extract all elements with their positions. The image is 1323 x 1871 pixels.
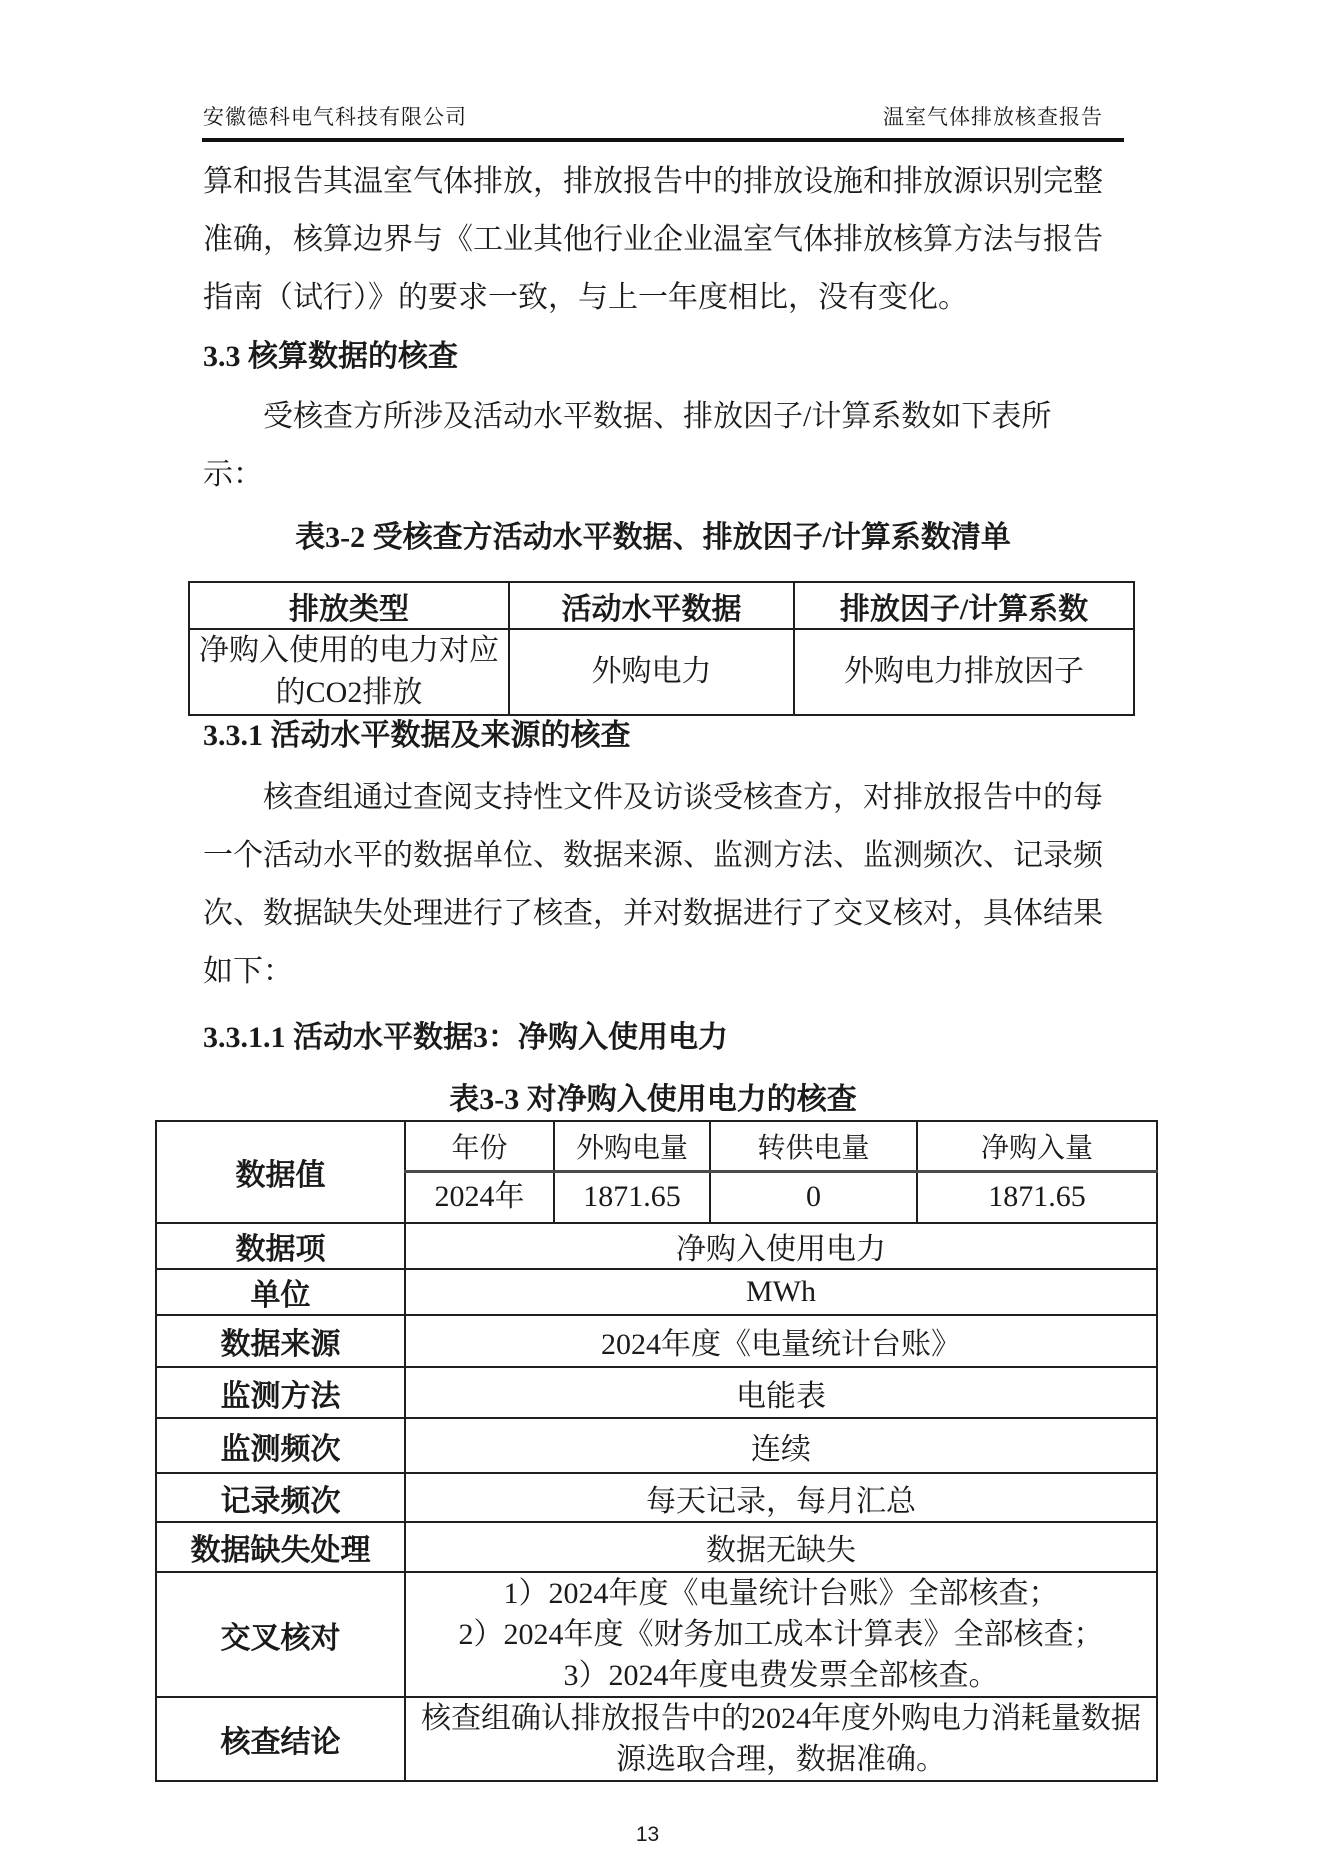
table-row (156, 1522, 1157, 1572)
paragraph-verification-process (203, 769, 1103, 1001)
paragraph-accounting-boundary (203, 153, 1103, 327)
row-label-monitoring-method: 监测方法 (156, 1367, 405, 1418)
table-row (156, 1269, 1157, 1315)
cell-net-purchased-value: 1871.65 (917, 1171, 1157, 1223)
paragraph-line: 一个活动水平的数据单位、数据来源、监测方法、监测频次、记录频 (203, 839, 1103, 872)
cell-unit: MWh (405, 1269, 1157, 1315)
subcol-header-purchased: 外购电量 (554, 1121, 710, 1171)
table-row (156, 1418, 1157, 1473)
cell-year: 2024年 (405, 1171, 554, 1223)
subcol-header-net-purchased: 净购入量 (917, 1121, 1157, 1171)
cell-record-frequency: 每天记录，每月汇总 (405, 1473, 1157, 1522)
paragraph-line: 核查组通过查阅支持性文件及访谈受核查方，对排放报告中的每 (263, 781, 1103, 814)
cell-data-item: 净购入使用电力 (405, 1223, 1157, 1269)
cell-monitoring-method: 电能表 (405, 1367, 1157, 1418)
header-company-name: 安徽德科电气科技有限公司 (203, 105, 467, 129)
row-label-unit: 单位 (156, 1269, 405, 1315)
table-3-3-caption: 表3-3 对净购入使用电力的核查 (449, 1083, 857, 1116)
row-label-record-frequency: 记录频次 (156, 1473, 405, 1522)
row-label-data-source: 数据来源 (156, 1315, 405, 1367)
table-3-3 (155, 1120, 1158, 1782)
table-row (156, 1315, 1157, 1367)
cell-missing-data-handling: 数据无缺失 (405, 1522, 1157, 1572)
paragraph-line: 算和报告其温室气体排放，排放报告中的排放设施和排放源识别完整 (203, 165, 1103, 198)
cross-check-line: 1）2024年度《电量统计台账》全部核查； (503, 1577, 1059, 1610)
row-label-data-value: 数据值 (156, 1121, 405, 1223)
row-label-verification-conclusion: 核查结论 (156, 1697, 405, 1781)
page-header (203, 104, 1103, 130)
table-3-2-caption: 表3-2 受核查方活动水平数据、排放因子/计算系数清单 (295, 521, 1011, 554)
table-row (156, 1697, 1157, 1781)
heading-3-3-1-1: 3.3.1.1 活动水平数据3：净购入使用电力 (203, 1021, 728, 1054)
paragraph-line: 准确，核算边界与《工业其他行业企业温室气体排放核算方法与报告 (203, 223, 1103, 256)
table-row (156, 1473, 1157, 1522)
row-label-monitoring-frequency: 监测频次 (156, 1418, 405, 1473)
table-3-2 (188, 581, 1135, 716)
cell-activity-data: 外购电力 (509, 629, 794, 715)
cell-transferred-value: 0 (710, 1171, 917, 1223)
col-header-emission-type: 排放类型 (189, 582, 509, 629)
table-row (156, 1223, 1157, 1269)
cell-monitoring-frequency: 连续 (405, 1418, 1157, 1473)
table-row (156, 1572, 1157, 1697)
heading-3-3: 3.3 核算数据的核查 (203, 340, 458, 373)
row-label-missing-data-handling: 数据缺失处理 (156, 1522, 405, 1572)
table-row (189, 629, 1134, 715)
subcol-header-transferred: 转供电量 (710, 1121, 917, 1171)
table-row (189, 582, 1134, 629)
cross-check-line: 2）2024年度《财务加工成本计算表》全部核查； (458, 1618, 1104, 1651)
paragraph-line: 指南（试行）》的要求一致，与上一年度相比，没有变化。 (203, 281, 968, 314)
subcol-header-year: 年份 (405, 1121, 554, 1171)
page-number: 13 (635, 1823, 660, 1846)
cell-purchased-value: 1871.65 (554, 1171, 710, 1223)
cell-emission-type: 净购入使用的电力对应的CO2排放 (189, 629, 509, 715)
header-divider (202, 138, 1124, 142)
row-label-data-item: 数据项 (156, 1223, 405, 1269)
cross-check-line: 3）2024年度电费发票全部核查。 (563, 1659, 999, 1692)
cell-verification-conclusion: 核查组确认排放报告中的2024年度外购电力消耗量数据源选取合理，数据准确。 (405, 1697, 1157, 1781)
heading-3-3-1: 3.3.1 活动水平数据及来源的核查 (203, 719, 631, 752)
paragraph-line: 如下： (203, 955, 293, 988)
cell-cross-check (405, 1572, 1157, 1697)
col-header-emission-factor: 排放因子/计算系数 (794, 582, 1134, 629)
paragraph-line: 次、数据缺失处理进行了核查，并对数据进行了交叉核对，具体结果 (203, 897, 1103, 930)
cell-data-source: 2024年度《电量统计台账》 (405, 1315, 1157, 1367)
header-report-title: 温室气体排放核查报告 (883, 105, 1103, 129)
paragraph-table-intro: 受核查方所涉及活动水平数据、排放因子/计算系数如下表所示： (203, 400, 1052, 491)
table-row (156, 1367, 1157, 1418)
table-row (156, 1121, 1157, 1171)
row-label-cross-check: 交叉核对 (156, 1572, 405, 1697)
cell-emission-factor: 外购电力排放因子 (794, 629, 1134, 715)
col-header-activity-data: 活动水平数据 (509, 582, 794, 629)
